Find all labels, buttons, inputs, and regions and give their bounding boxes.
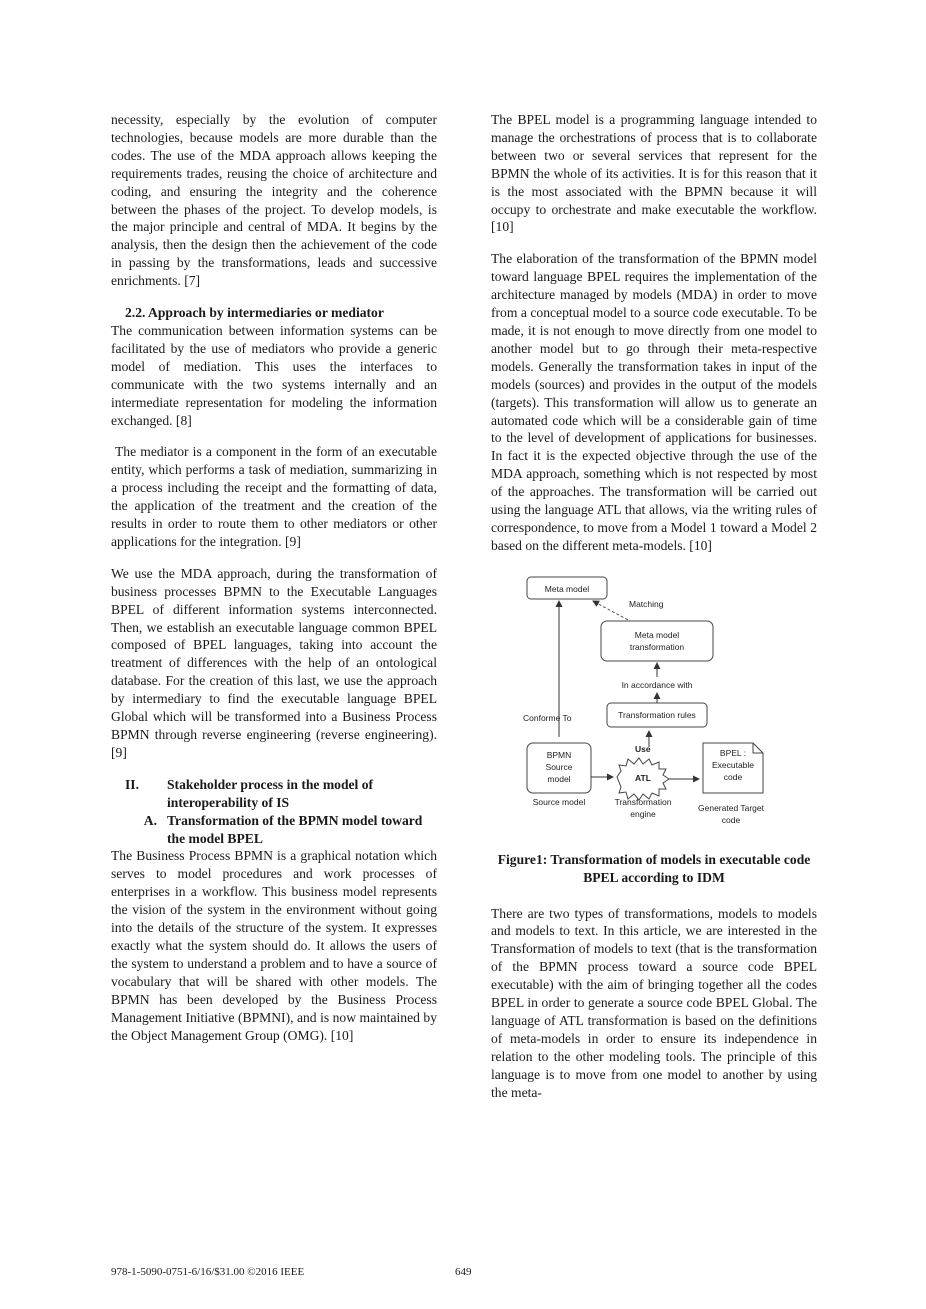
subsection-number: A.: [143, 812, 157, 828]
meta-model-label: Meta model: [544, 583, 590, 594]
footer-isbn: 978-1-5090-0751-6/16/$31.00 ©2016 IEEE: [111, 1266, 305, 1278]
source-model-label: Source model: [532, 796, 586, 807]
atl-label: ATL: [635, 772, 651, 783]
subsection-heading-a: [111, 812, 437, 848]
transformation-engine-label-2: engine: [630, 808, 656, 819]
bpel-label-3: code: [723, 771, 743, 782]
paragraph: The Business Process BPMN is a graphical notation which serves to model procedures and work processes of enterprises in a workflow. This business model represents the vision of the system in the environment without going into the details of the structure of the system. It expresses exactly what the system should do. It allows the users of the system to understand a problem and to have a source of vocabulary that will be shared with other models. The BPMN has been developed by the Business Process Management Initiative (BPMNI), and is now maintained by the Object Management Group (OMG). [10]: [111, 848, 437, 1043]
figure-caption: Figure1: Transformation of models in executable code BPEL according to IDM: [497, 851, 811, 885]
section-title: Stakeholder process in the model of interoperability of IS: [167, 776, 374, 810]
left-column: [111, 111, 437, 1058]
transformation-engine-label-1: Transformation: [614, 796, 672, 807]
meta-model-transformation-label-2: transformation: [629, 641, 685, 652]
bpel-label-1: BPEL :: [719, 747, 747, 758]
matching-label: Matching: [629, 598, 664, 609]
paragraph: We use the MDA approach, during the transformation of business processes BPMN to the Executable Languages BPEL of different information systems interconnected. Then, we establish an executable language common BPEL composed of BPEL languages, taking into account the treatment of differences with the help of an ontological database. For the creation of this last, we use the approach by intermediary to find the executable language BPEL Global which will be transformed into a Business Process BPMN through reverse engineering (reverse engineering). [9]: [111, 565, 437, 760]
section-number: II.: [125, 776, 139, 792]
figure-transformation-diagram: [521, 567, 821, 837]
section-heading-ii: [111, 776, 437, 812]
right-column: [491, 111, 817, 1116]
paragraph: The elaboration of the transformation of the BPMN model toward language BPEL requires the implementation of the architecture managed by models (MDA) in order to move from a conceptual model to a source code executable. To be made, it is not enough to move directly from one model to another model but to go through their meta-respective models. Generally the transformation takes in input of the models (sources) and provides in the output of the models (targets). This transformation will allow us to generate an automated code which will be a considerable gain of time to the level of development of applications for businesses. In fact it is the expected objective through the use of the MDA approach, something which is not respected by most of the approaches. The transformation will be carried out using the language ATL that allows, via the writing rules of correspondence, to move from a Model 1 toward a Model 2 based on the different meta-models. [10]: [491, 251, 817, 553]
meta-model-transformation-label-1: Meta model: [634, 629, 680, 640]
bpel-label-2: Executable: [711, 759, 755, 770]
generated-target-label-2: code: [721, 814, 741, 825]
bpmn-label-1: BPMN: [546, 749, 572, 760]
transformation-rules-label: Transformation rules: [618, 709, 696, 720]
paragraph: There are two types of transformations, models to models and models to text. In this article, we are interested in the Transformation of models to text (that is the transformation of the BPMN process toward a source code BPEL executable) with the aim of bringing together all the codes BPEL in order to generate a source code BPEL Global. The language of ATL transformation is based on the definitions of meta-models in order to ensure its independence in relation to the other modeling tools. The principle of this language is to move from one model to another by using the meta-: [491, 905, 817, 1100]
paragraph: The BPEL model is a programming language intended to manage the orchestrations of process that is to collaborate between two or several services that represent for the BPMN the whole of its activities. It is for this reason that it is the most associated with the BPMN because it will occupy to orchestrate and make executable the workflow. [10]: [491, 112, 817, 235]
conforme-to-label: Conforme To: [523, 712, 572, 723]
in-accordance-with-label: In accordance with: [621, 679, 693, 690]
paragraph: necessity, especially by the evolution of computer technologies, because models are more durable than the codes. The use of the MDA approach allows keeping the requirements trades, reusing the choice of architecture and coding, and ensuring the integrity and the coherence between the phases of the project. To develop models, is the major principle and central of MDA. It begins by the analysis, then the design then the achievement of the code in passing by the transformations, leads and successive enrichments. [7]: [111, 112, 437, 289]
page-number: 649: [455, 1266, 472, 1278]
section-heading-2-2: 2.2. Approach by intermediaries or mediator: [125, 305, 384, 321]
bpmn-label-2: Source: [545, 761, 573, 772]
subsection-title: Transformation of the BPMN model toward the model BPEL: [167, 812, 423, 846]
diagram-svg: [521, 567, 821, 837]
bpmn-label-3: model: [547, 773, 571, 784]
paragraph: The mediator is a component in the form of an executable entity, which performs a task of mediation, summarizing in a process including the receipt and the formatting of data, the application of the treatment and the creation of the results in order to route them to other mediators or other applications for the integration. [9]: [111, 444, 437, 549]
paragraph: The communication between information systems can be facilitated by the use of mediators who provide a generic model of mediation. This uses the interfaces to communicate with the two systems internally and an intermediate representation for modeling the information exchanged. [8]: [111, 322, 437, 428]
meta-model-transformation-box: [601, 621, 713, 661]
generated-target-label-1: Generated Target: [698, 802, 764, 813]
use-label: Use: [635, 743, 651, 754]
